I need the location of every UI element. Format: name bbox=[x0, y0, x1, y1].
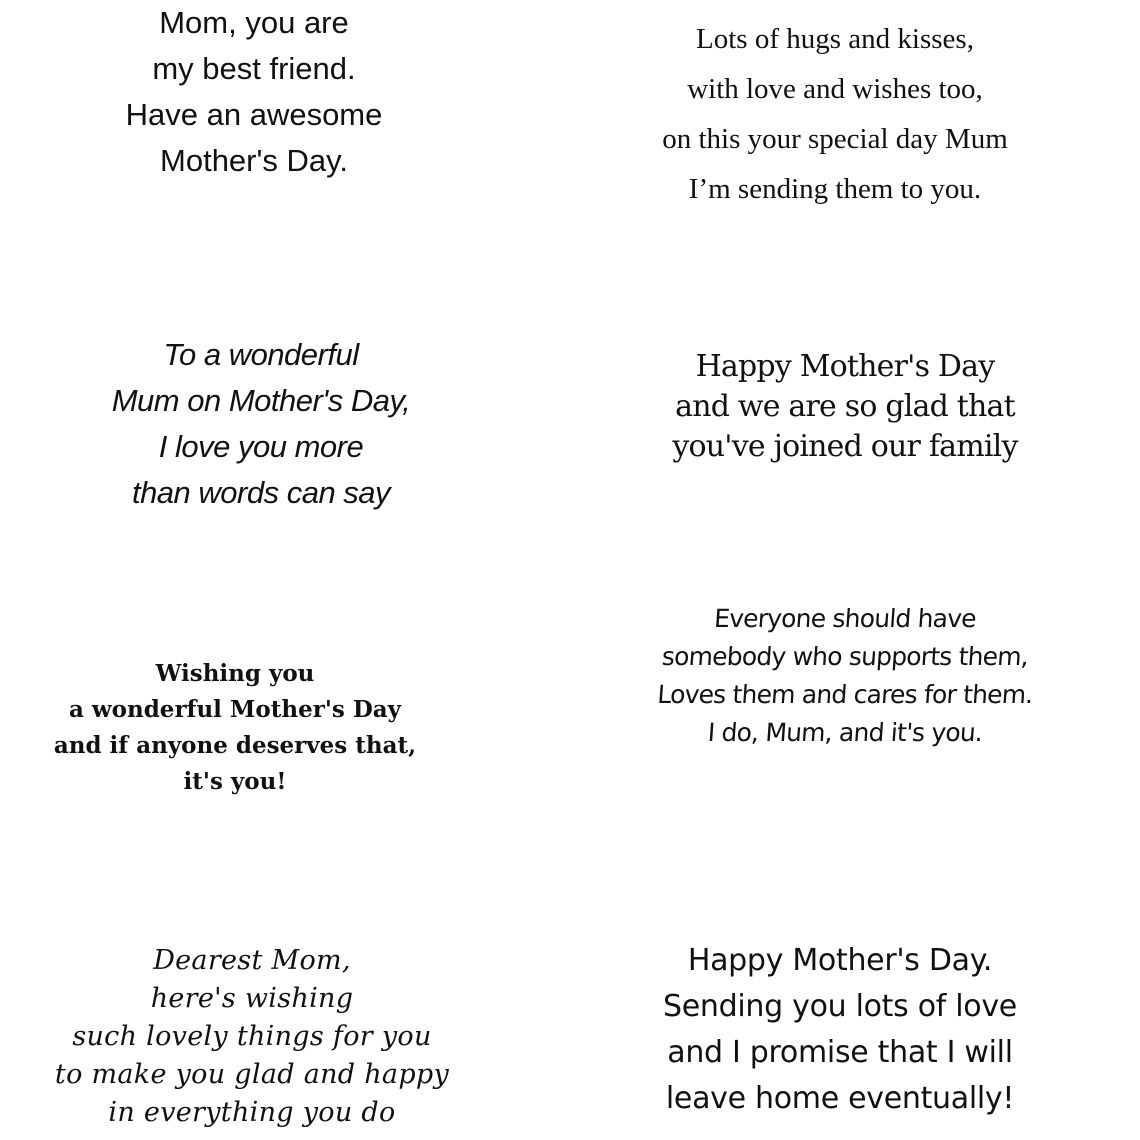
verse-line: you've joined our family bbox=[672, 429, 1018, 464]
verse-line: I’m sending them to you. bbox=[688, 173, 982, 205]
verse-line: in everything you do bbox=[108, 1097, 396, 1128]
verse-line: Mom, you are bbox=[159, 5, 349, 40]
verse-line: here's wishing bbox=[150, 983, 354, 1014]
verse-line: Mother's Day. bbox=[160, 143, 348, 178]
verse-line: leave home eventually! bbox=[665, 1081, 1015, 1116]
verse-best-friend bbox=[0, 0, 560, 184]
verse-line: and if anyone deserves that, bbox=[53, 732, 417, 759]
verse-line: To a wonderful bbox=[163, 337, 359, 372]
verse-line: somebody who supports them, bbox=[660, 642, 1030, 671]
verse-line: Everyone should have bbox=[713, 604, 977, 633]
verse-line: a wonderful Mother's Day bbox=[68, 696, 402, 723]
verse-joined-family bbox=[560, 347, 1120, 467]
verse-line: it's you! bbox=[183, 768, 287, 795]
verse-line: Happy Mother's Day. bbox=[687, 943, 993, 978]
verse-wonderful-mum bbox=[0, 332, 560, 516]
verse-dearest-mom bbox=[0, 942, 560, 1132]
verse-line: on this your special day Mum bbox=[662, 123, 1008, 155]
verse-line: Dearest Mom, bbox=[153, 945, 351, 976]
verse-line: Have an awesome bbox=[125, 97, 383, 132]
verse-line: Happy Mother's Day bbox=[695, 349, 995, 384]
verse-line: and we are so glad that bbox=[675, 389, 1015, 424]
verse-line: Sending you lots of love bbox=[663, 989, 1017, 1024]
verse-line: such lovely things for you bbox=[72, 1021, 432, 1052]
verse-everyone-should-have bbox=[560, 600, 1120, 752]
verse-line: and I promise that I will bbox=[667, 1035, 1013, 1070]
verse-line: than words can say bbox=[131, 475, 391, 510]
verse-line: Lots of hugs and kisses, bbox=[696, 23, 974, 55]
verse-line: with love and wishes too, bbox=[687, 73, 983, 105]
verse-line: Wishing you bbox=[155, 660, 315, 687]
verse-wishing-you bbox=[0, 656, 560, 800]
verse-line: Mum on Mother's Day, bbox=[111, 383, 411, 418]
verse-hugs-and-kisses bbox=[560, 14, 1120, 214]
verse-leave-home bbox=[560, 938, 1120, 1122]
verse-line: my best friend. bbox=[152, 51, 356, 86]
verse-line: to make you glad and happy bbox=[54, 1059, 450, 1090]
verse-line: I love you more bbox=[158, 429, 364, 464]
verse-line: I do, Mum, and it's you. bbox=[706, 718, 984, 747]
verse-line: Loves them and cares for them. bbox=[656, 680, 1034, 709]
